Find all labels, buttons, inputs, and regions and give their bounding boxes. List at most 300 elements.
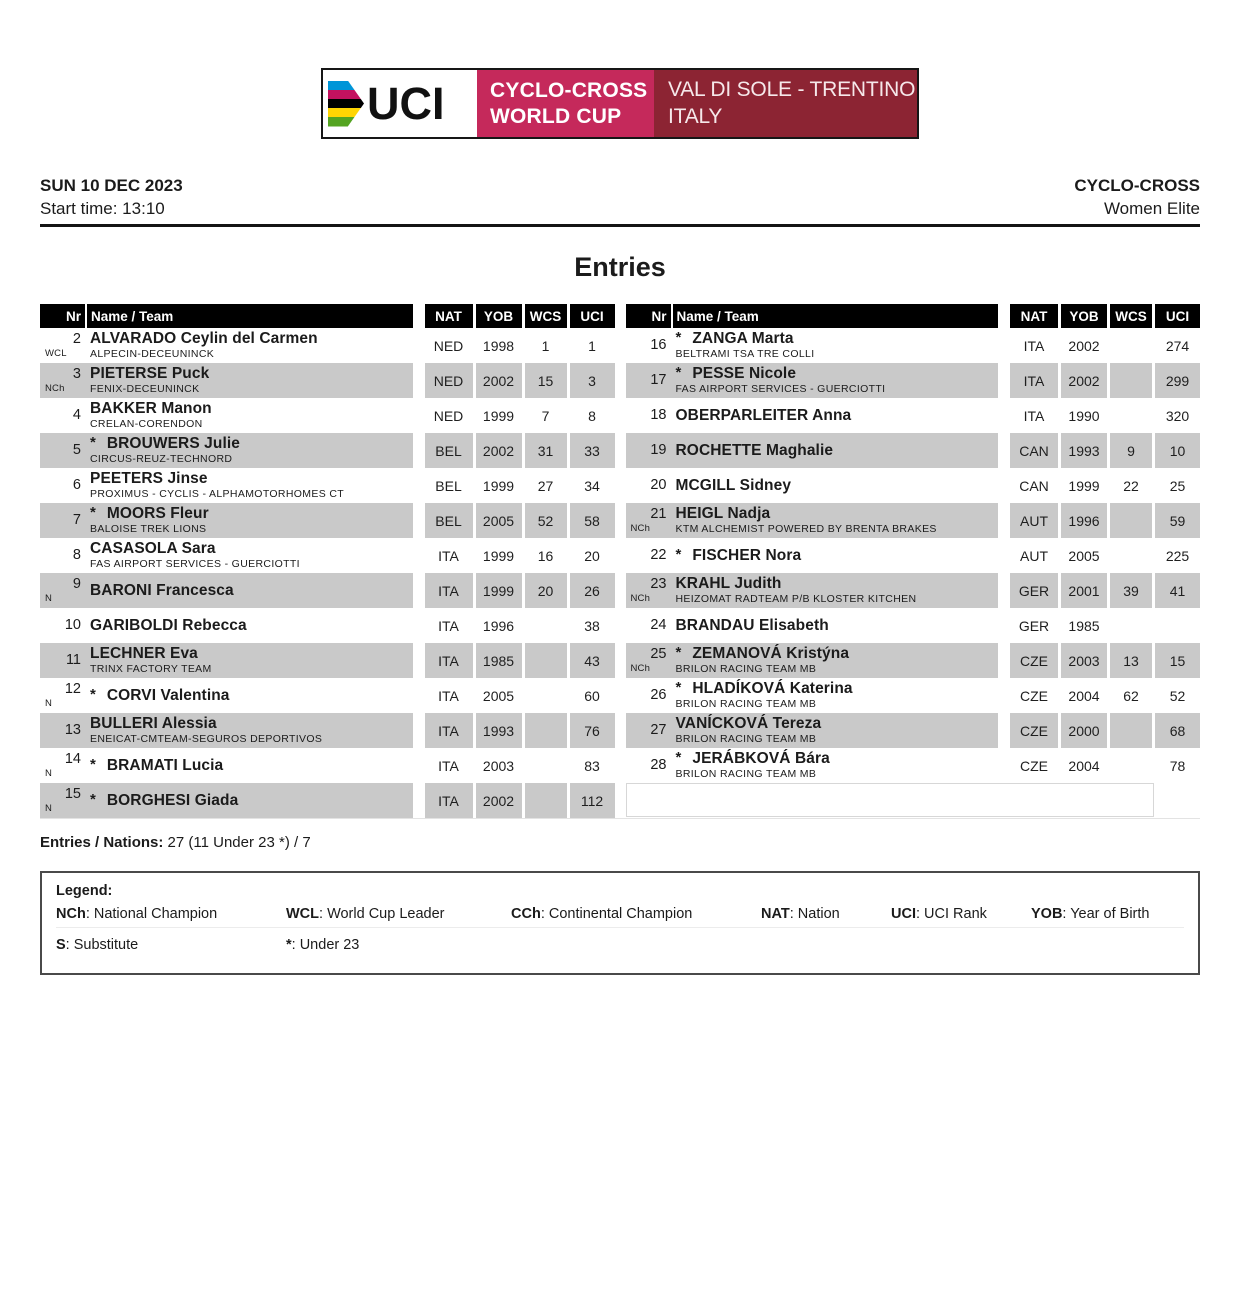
entry-row <box>40 748 615 783</box>
table-rows <box>626 328 1201 817</box>
uci-rainbow-stripes-icon <box>328 81 364 127</box>
rider-yob: 2000 <box>1061 713 1107 748</box>
col-wcs: WCS <box>1110 304 1152 328</box>
rider-number: 14 <box>64 751 81 768</box>
rider-nat: CAN <box>1010 468 1058 503</box>
rider-name: MCGILL Sidney <box>675 476 792 494</box>
rider-team: BRILON RACING TEAM MB <box>675 662 817 675</box>
rider-number: 28 <box>650 757 667 774</box>
stripe-green <box>328 117 364 126</box>
rider-wcs <box>525 713 567 748</box>
col-nat: NAT <box>425 304 473 328</box>
rider-wcs <box>525 783 567 818</box>
rider-uci: 68 <box>1155 713 1200 748</box>
rider-team: CRELAN-CORENDON <box>90 417 203 430</box>
rider-number: 12 <box>64 681 81 698</box>
rider-name: BRAMATI Lucia <box>106 756 224 774</box>
rider-name: KRAHL Judith <box>675 574 782 592</box>
under23-star: * <box>90 755 96 773</box>
entry-row <box>626 608 1201 643</box>
rider-yob: 1990 <box>1061 398 1107 433</box>
entry-row <box>40 503 615 538</box>
entry-row <box>40 713 615 748</box>
rider-team: TRINX FACTORY TEAM <box>90 662 212 675</box>
rider-name: GARIBOLDI Rebecca <box>90 616 247 634</box>
rider-number-cell <box>40 643 86 678</box>
rider-number: 21 <box>650 506 667 523</box>
uci-logo-text: UCI <box>367 78 445 129</box>
rider-number-cell <box>626 328 672 363</box>
category: Women Elite <box>1103 199 1200 218</box>
event-date: SUN 10 DEC 2023 <box>40 176 183 195</box>
rider-nat: CZE <box>1010 678 1058 713</box>
rider-uci <box>1155 608 1200 643</box>
entry-row <box>626 678 1201 713</box>
rider-nat: CZE <box>1010 713 1058 748</box>
rider-number-cell <box>626 468 672 503</box>
rider-wcs: 13 <box>1110 643 1152 678</box>
entry-row <box>40 608 615 643</box>
rider-yob: 1998 <box>476 328 522 363</box>
rider-wcs <box>1110 608 1152 643</box>
entry-row <box>626 713 1201 748</box>
rider-nat: BEL <box>425 503 473 538</box>
rider-uci: 3 <box>570 363 615 398</box>
rider-badge: N <box>45 768 53 780</box>
col-wcs: WCS <box>525 304 567 328</box>
rider-nat: GER <box>1010 608 1058 643</box>
rider-number: 8 <box>72 547 81 564</box>
rider-yob: 1996 <box>476 608 522 643</box>
rider-wcs <box>1110 363 1152 398</box>
rider-badge: NCh <box>45 383 65 395</box>
rider-team: KTM ALCHEMIST POWERED BY BRENTA BRAKES <box>675 522 937 535</box>
rider-name: ZANGA Marta <box>692 329 794 347</box>
rider-wcs: 22 <box>1110 468 1152 503</box>
rider-name: CASASOLA Sara <box>90 539 216 557</box>
rider-yob: 2004 <box>1061 748 1107 783</box>
rider-number-cell <box>40 608 86 643</box>
entry-row <box>626 643 1201 678</box>
rider-number-cell <box>626 433 672 468</box>
under23-star: * <box>90 433 96 451</box>
rider-number-cell <box>40 538 86 573</box>
rider-wcs: 27 <box>525 468 567 503</box>
rider-nat: ITA <box>1010 398 1058 433</box>
rider-yob: 2005 <box>1061 538 1107 573</box>
rider-nat: ITA <box>425 573 473 608</box>
rider-number-cell <box>40 363 86 398</box>
discipline: CYCLO-CROSS <box>1074 176 1200 195</box>
rider-number: 25 <box>650 646 667 663</box>
rider-nat: CZE <box>1010 748 1058 783</box>
rider-number-cell <box>626 608 672 643</box>
under23-star: * <box>90 685 96 703</box>
rider-number: 20 <box>650 477 667 494</box>
rider-yob: 2002 <box>1061 363 1107 398</box>
legend-title: Legend: <box>56 883 113 899</box>
event-logo-strip <box>321 68 919 139</box>
rider-number-cell <box>40 678 86 713</box>
entries-page <box>0 68 1241 975</box>
rider-name: PESSE Nicole <box>692 364 797 382</box>
entry-row <box>626 748 1201 783</box>
rider-team: BRILON RACING TEAM MB <box>675 732 817 745</box>
rider-uci: 225 <box>1155 538 1200 573</box>
entry-row <box>626 538 1201 573</box>
rider-wcs: 7 <box>525 398 567 433</box>
rider-uci: 78 <box>1155 748 1200 783</box>
rider-yob: 1999 <box>476 468 522 503</box>
rider-yob: 2002 <box>476 363 522 398</box>
rider-number-cell <box>626 503 672 538</box>
venue-line2: ITALY <box>668 104 723 128</box>
under23-star: * <box>90 790 96 808</box>
rider-wcs: 9 <box>1110 433 1152 468</box>
rider-badge: N <box>45 698 53 710</box>
rider-name: VANÍCKOVÁ Tereza <box>675 714 822 732</box>
rider-nat: ITA <box>425 538 473 573</box>
rider-number-cell <box>40 398 86 433</box>
series-line2: WORLD CUP <box>490 104 622 128</box>
rider-number: 7 <box>72 512 81 529</box>
under23-star: * <box>675 748 682 766</box>
rider-badge: N <box>45 803 53 815</box>
start-time: Start time: 13:10 <box>40 199 165 218</box>
legend-items <box>56 906 1184 953</box>
rider-wcs: 52 <box>525 503 567 538</box>
entry-row <box>626 363 1201 398</box>
entries-summary-label: Entries / Nations: <box>40 834 164 851</box>
entries-summary <box>40 834 1200 851</box>
rider-uci: 20 <box>570 538 615 573</box>
rider-number: 2 <box>72 331 81 348</box>
col-uci: UCI <box>570 304 615 328</box>
rider-number: 19 <box>650 442 667 459</box>
rider-yob: 2005 <box>476 678 522 713</box>
rider-wcs <box>1110 538 1152 573</box>
rider-team: FAS AIRPORT SERVICES - GUERCIOTTI <box>90 557 300 570</box>
stripe-blue <box>328 81 364 90</box>
table-header <box>40 304 615 328</box>
rider-team: BRILON RACING TEAM MB <box>675 767 817 780</box>
rider-nat: CAN <box>1010 433 1058 468</box>
entry-row <box>40 783 615 818</box>
rider-number: 5 <box>72 442 81 459</box>
rider-nat: ITA <box>1010 328 1058 363</box>
stripe-yellow <box>328 108 364 117</box>
rider-team: BELTRAMI TSA TRE COLLI <box>675 347 815 360</box>
entry-row <box>40 678 615 713</box>
rider-nat: AUT <box>1010 503 1058 538</box>
rider-nat: AUT <box>1010 538 1058 573</box>
rider-name: BULLERI Alessia <box>90 714 217 732</box>
rider-name: PIETERSE Puck <box>90 364 210 382</box>
legend-item: NAT: Nation <box>761 906 891 928</box>
table-header <box>626 304 1201 328</box>
legend-item: UCI: UCI Rank <box>891 906 1031 928</box>
rider-team: BRILON RACING TEAM MB <box>675 697 817 710</box>
under23-star: * <box>675 643 682 661</box>
rider-nat: ITA <box>425 748 473 783</box>
rider-wcs: 62 <box>1110 678 1152 713</box>
rider-uci: 38 <box>570 608 615 643</box>
rider-wcs <box>525 748 567 783</box>
under23-star: * <box>675 678 682 696</box>
page-title: Entries <box>574 252 666 282</box>
rider-number: 27 <box>650 722 667 739</box>
rider-nat: ITA <box>425 713 473 748</box>
uci-logo <box>323 70 477 137</box>
rider-badge: NCh <box>630 523 651 535</box>
rider-number-cell <box>40 468 86 503</box>
rider-number: 24 <box>650 617 667 634</box>
col-nr: Nr <box>40 304 85 328</box>
rider-number: 13 <box>64 722 81 739</box>
rider-wcs: 31 <box>525 433 567 468</box>
col-nr: Nr <box>626 304 671 328</box>
rider-wcs: 15 <box>525 363 567 398</box>
rider-number: 10 <box>64 617 81 634</box>
entry-row <box>40 538 615 573</box>
under23-star: * <box>675 545 682 563</box>
rider-number-cell <box>40 328 86 363</box>
col-name-team: Name / Team <box>87 304 413 328</box>
legend-item: *: Under 23 <box>286 937 360 953</box>
rider-nat: ITA <box>425 608 473 643</box>
rider-nat: NED <box>425 328 473 363</box>
rider-number-cell <box>626 573 672 608</box>
rider-yob: 2001 <box>1061 573 1107 608</box>
under23-star: * <box>90 503 96 521</box>
rider-team: ENEICAT-CMTEAM-SEGUROS DEPORTIVOS <box>90 732 323 745</box>
rider-wcs <box>1110 713 1152 748</box>
rider-wcs <box>1110 398 1152 433</box>
rider-name: MOORS Fleur <box>106 504 209 522</box>
entries-tables <box>40 304 1200 819</box>
rider-yob: 1999 <box>476 398 522 433</box>
rider-number: 6 <box>72 477 81 494</box>
col-uci: UCI <box>1155 304 1200 328</box>
entry-row <box>40 573 615 608</box>
rider-name: ROCHETTE Maghalie <box>675 441 834 459</box>
rider-number: 15 <box>64 786 81 803</box>
entries-table-left <box>40 304 615 818</box>
rider-uci: 34 <box>570 468 615 503</box>
rider-name: BARONI Francesca <box>90 581 234 599</box>
rider-uci: 320 <box>1155 398 1200 433</box>
rider-name: ZEMANOVÁ Kristýna <box>692 644 850 662</box>
rider-name: CORVI Valentina <box>106 686 230 704</box>
legend-box <box>40 871 1200 975</box>
venue-line1: VAL DI SOLE - TRENTINO <box>668 78 916 102</box>
col-yob: YOB <box>476 304 522 328</box>
rider-number: 18 <box>650 407 667 424</box>
rider-uci: 299 <box>1155 363 1200 398</box>
rider-uci: 10 <box>1155 433 1200 468</box>
rider-number-cell <box>40 748 86 783</box>
rider-number-cell <box>626 678 672 713</box>
rider-badge: NCh <box>630 663 651 675</box>
legend-item: CCh: Continental Champion <box>511 906 761 928</box>
rider-uci: 76 <box>570 713 615 748</box>
rider-number-cell <box>626 398 672 433</box>
rider-name: BAKKER Manon <box>90 399 212 417</box>
rider-nat: BEL <box>425 468 473 503</box>
rider-yob: 2002 <box>1061 328 1107 363</box>
rider-uci: 8 <box>570 398 615 433</box>
rider-wcs <box>525 608 567 643</box>
rider-nat: BEL <box>425 433 473 468</box>
col-yob: YOB <box>1061 304 1107 328</box>
rider-wcs: 1 <box>525 328 567 363</box>
rider-wcs <box>525 643 567 678</box>
rider-nat: ITA <box>1010 363 1058 398</box>
rider-nat: NED <box>425 398 473 433</box>
entry-row <box>626 573 1201 608</box>
rider-yob: 2003 <box>476 748 522 783</box>
rider-uci: 1 <box>570 328 615 363</box>
rider-uci: 25 <box>1155 468 1200 503</box>
rider-number: 11 <box>65 652 81 669</box>
rider-number-cell <box>40 783 86 818</box>
venue-title <box>654 70 917 137</box>
rider-number: 9 <box>72 576 81 593</box>
rider-number-cell <box>626 748 672 783</box>
entries-table-right <box>626 304 1201 818</box>
rider-uci: 52 <box>1155 678 1200 713</box>
rider-nat: NED <box>425 363 473 398</box>
empty-entry-slot <box>626 783 1155 817</box>
rider-yob: 1999 <box>476 538 522 573</box>
rider-name: BRANDAU Elisabeth <box>675 616 829 634</box>
rider-team: FAS AIRPORT SERVICES - GUERCIOTTI <box>675 382 886 395</box>
rider-number: 4 <box>72 407 81 424</box>
rider-name: PEETERS Jinse <box>90 469 208 487</box>
rider-team: CIRCUS-REUZ-TECHNORD <box>90 452 233 465</box>
rider-number-cell <box>626 643 672 678</box>
rider-number: 3 <box>72 366 81 383</box>
rider-name: HEIGL Nadja <box>675 504 771 522</box>
rider-number-cell <box>40 713 86 748</box>
rider-yob: 1993 <box>476 713 522 748</box>
rider-badge: WCL <box>45 348 67 360</box>
rider-number: 26 <box>650 687 667 704</box>
rider-nat: ITA <box>425 643 473 678</box>
stripe-magenta <box>328 90 364 99</box>
entries-summary-value: 27 (11 Under 23 *) / 7 <box>163 834 311 851</box>
rider-uci: 15 <box>1155 643 1200 678</box>
entry-row <box>40 468 615 503</box>
rider-uci: 83 <box>570 748 615 783</box>
col-nat: NAT <box>1010 304 1058 328</box>
entry-row <box>626 433 1201 468</box>
rider-name: JERÁBKOVÁ Bára <box>692 749 830 767</box>
rider-yob: 2002 <box>476 783 522 818</box>
rider-name: BROUWERS Julie <box>106 434 241 452</box>
entry-row <box>40 433 615 468</box>
event-category-block <box>1074 176 1200 219</box>
rider-uci: 60 <box>570 678 615 713</box>
rider-wcs: 20 <box>525 573 567 608</box>
rider-name: HLADÍKOVÁ Katerina <box>692 679 853 697</box>
entry-row <box>626 328 1201 363</box>
rider-number: 22 <box>650 547 667 564</box>
event-meta <box>40 176 1200 227</box>
stripe-black <box>328 99 364 108</box>
event-date-block <box>40 176 183 219</box>
entry-row <box>626 398 1201 433</box>
rider-team: FENIX-DECEUNINCK <box>90 382 200 395</box>
rider-name: LECHNER Eva <box>90 644 198 662</box>
rider-number-cell <box>626 538 672 573</box>
legend-item: S: Substitute <box>56 937 139 953</box>
table-rows <box>40 328 615 818</box>
series-title <box>477 70 654 137</box>
rider-name: OBERPARLEITER Anna <box>675 406 852 424</box>
under23-star: * <box>675 328 682 346</box>
rider-yob: 2003 <box>1061 643 1107 678</box>
entry-row <box>40 643 615 678</box>
rider-name: ALVARADO Ceylin del Carmen <box>90 329 318 347</box>
under23-star: * <box>675 363 682 381</box>
legend-item: NCh: National Champion <box>56 906 286 928</box>
entry-row <box>40 398 615 433</box>
legend-item: WCL: World Cup Leader <box>286 906 511 928</box>
rider-nat: ITA <box>425 678 473 713</box>
rider-name: FISCHER Nora <box>692 546 802 564</box>
rider-wcs: 39 <box>1110 573 1152 608</box>
rider-team: ALPECIN-DECEUNINCK <box>90 347 215 360</box>
rider-yob: 2005 <box>476 503 522 538</box>
rider-yob: 1999 <box>476 573 522 608</box>
rider-uci: 274 <box>1155 328 1200 363</box>
entry-row <box>626 503 1201 538</box>
rider-uci: 43 <box>570 643 615 678</box>
col-name-team: Name / Team <box>673 304 999 328</box>
legend-item: YOB: Year of Birth <box>1031 906 1184 928</box>
rider-wcs: 16 <box>525 538 567 573</box>
rider-badge: N <box>45 593 53 605</box>
rider-number-cell <box>626 363 672 398</box>
rider-number-cell <box>626 713 672 748</box>
rider-number-cell <box>40 503 86 538</box>
rider-yob: 1985 <box>476 643 522 678</box>
rider-uci: 26 <box>570 573 615 608</box>
rider-uci: 58 <box>570 503 615 538</box>
rider-yob: 1996 <box>1061 503 1107 538</box>
rider-uci: 112 <box>570 783 615 818</box>
rider-badge: NCh <box>630 593 651 605</box>
rider-wcs <box>525 678 567 713</box>
rider-yob: 1985 <box>1061 608 1107 643</box>
rider-yob: 1993 <box>1061 433 1107 468</box>
rider-wcs <box>1110 503 1152 538</box>
rider-uci: 41 <box>1155 573 1200 608</box>
rider-number: 23 <box>650 576 667 593</box>
series-line1: CYCLO-CROSS <box>490 78 648 102</box>
rider-number: 17 <box>650 372 667 389</box>
rider-nat: GER <box>1010 573 1058 608</box>
rider-wcs <box>1110 748 1152 783</box>
rider-team: BALOISE TREK LIONS <box>90 522 207 535</box>
rider-yob: 2004 <box>1061 678 1107 713</box>
rider-nat: ITA <box>425 783 473 818</box>
rider-number-cell <box>40 433 86 468</box>
rider-name: BORGHESI Giada <box>106 791 239 809</box>
rider-uci: 33 <box>570 433 615 468</box>
rider-number: 16 <box>650 337 667 354</box>
